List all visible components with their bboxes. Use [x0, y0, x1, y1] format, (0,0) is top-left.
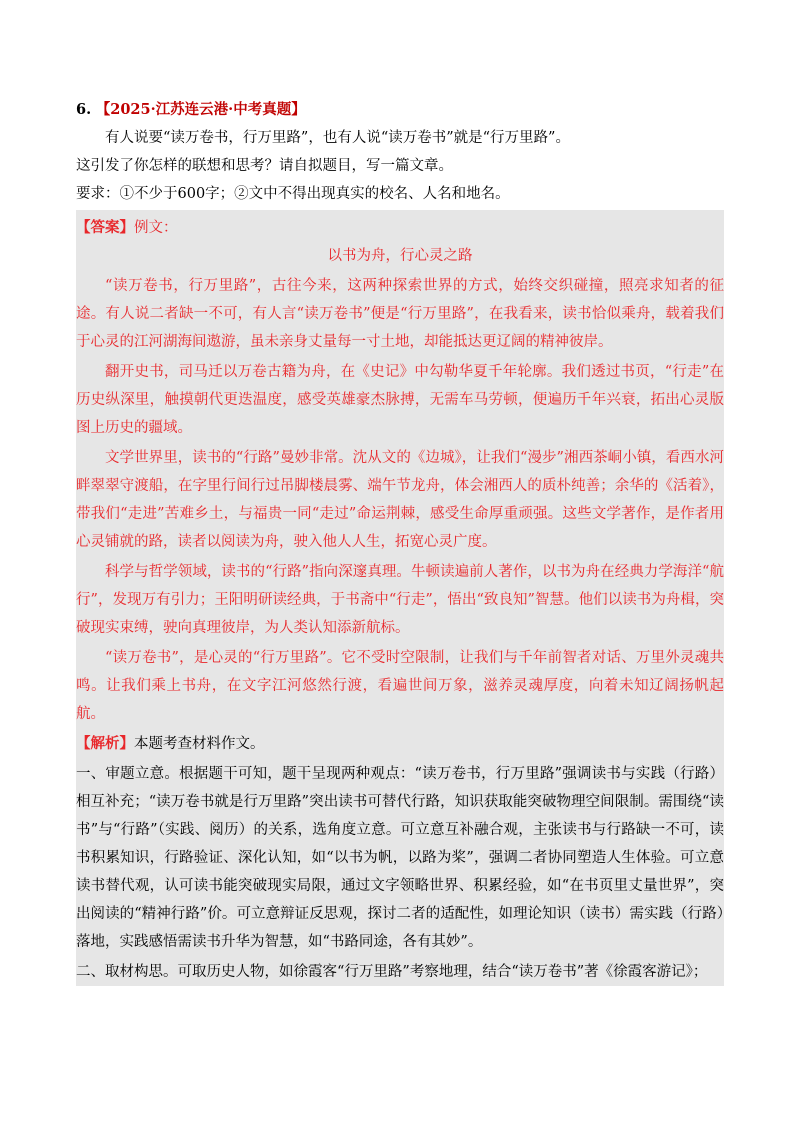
essay-title: 以书为舟，行心灵之路: [327, 248, 473, 264]
question-number: 6.: [76, 101, 92, 118]
analysis-intro: 本题考查材料作文。: [134, 736, 265, 752]
analysis-paragraph: 二、取材构思。可取历史人物，如徐霞客“行万里路”考察地理，结合“读万卷书”著《徐霞客游记》；: [76, 964, 708, 980]
answer-intro: 例文：: [134, 220, 178, 236]
analysis-header: [76, 730, 724, 758]
analysis-paragraph: 一、审题立意。根据题干可知，题干呈现两种观点：“读万卷书，行万里路”强调读书与实践（行路）相互补充；“读万卷书就是行万里路”突出读书可替代行路，知识获取能突破物理空间限制。需围绕“读书”与“行路”（实践、阅历）的关系，选角度立意。可立意互补融合观，主张读书与行路缺一不可，读书积累知识，行路验证、深化认知，如“以书为帆，以路为桨”，强调二者协同塑造人生体验。可立意读书替代观，认可读书能突破现实局限，通过文字领略世界、积累经验，如“在书页里丈量世界”，突出阅读的“精神行路”价。可立意辩证反思观，探讨二者的适配性，如理论知识（读书）需实践（行路）落地，实践感悟需读书升华为智慧，如“书路同途，各有其妙”。: [76, 766, 724, 950]
answer-label: 【答案】: [76, 219, 134, 236]
essay-paragraph: “读万卷书”，是心灵的“行万里路”。它不受时空限制，让我们与千年前智者对话、万里外灵魂共鸣。让我们乘上书舟，在文字江河悠然行渡，看遍世间万象，滋养灵魂厚度，向着未知辽阔扬帆起航。: [76, 650, 724, 722]
analysis-section: [76, 730, 724, 986]
essay-paragraph: 科学与哲学领域，读书的“行路”指向深邃真理。牛顿读遍前人著作，以书为舟在经典力学海洋“航行”，发现万有引力；王阳明研读经典，于书斋中“行走”，悟出“致良知”智慧。他们以读书为舟楫，突破现实束缚，驶向真理彼岸，为人类认知添新航标。: [76, 564, 724, 636]
answer-header: [76, 214, 724, 242]
essay-paragraph: “读万卷书，行万里路”，古往今来，这两种探索世界的方式，始终交织碰撞，照亮求知者的征途。有人说二者缺一不可，有人言“读万卷书”便是“行万里路”，在我看来，读书恰似乘舟，载着我们于心灵的江河湖海间遨游，虽未亲身丈量每一寸土地，却能抵达更辽阔的精神彼岸。: [76, 278, 724, 350]
essay-paragraph: 翻开史书，司马迁以万卷古籍为舟，在《史记》中勾勒华夏千年轮廓。我们透过书页，“行走”在历史纵深里，触摸朝代更迭温度，感受英雄豪杰脉搏，无需车马劳顿，便遍历千年兴衰，拓出心灵版图上历史的疆域。: [76, 364, 724, 436]
essay-paragraph: 文学世界里，读书的“行路”曼妙非常。沈从文的《边城》，让我们“漫步”湘西茶峒小镇，看西水河畔翠翠守渡船，在字里行间行过吊脚楼晨雾、端午节龙舟，体会湘西人的质朴纯善；余华的《活着》，带我们“走进”苦难乡土，与福贵一同“走过”命运荆棘，感受生命厚重顽强。这些文学著作，是作者用心灵铺就的路，读者以阅读为舟，驶入他人人生，拓宽心灵广度。: [76, 450, 724, 550]
question-prompt-line-2: 这引发了你怎样的联想和思考？请自拟题目，写一篇文章。: [76, 158, 453, 174]
question-requirements: 要求：①不少于600字；②文中不得出现真实的校名、人名和地名。: [76, 186, 510, 202]
answer-section: [76, 210, 724, 986]
question-header: [76, 96, 724, 124]
analysis-label: 【解析】: [76, 735, 134, 752]
question-prompt-line-1: 有人说要“读万卷书，行万里路”，也有人说“读万卷书”就是“行万里路”。: [105, 130, 570, 146]
document-page: [76, 96, 724, 988]
question-source: 【2025·江苏连云港·中考真题】: [95, 101, 306, 118]
